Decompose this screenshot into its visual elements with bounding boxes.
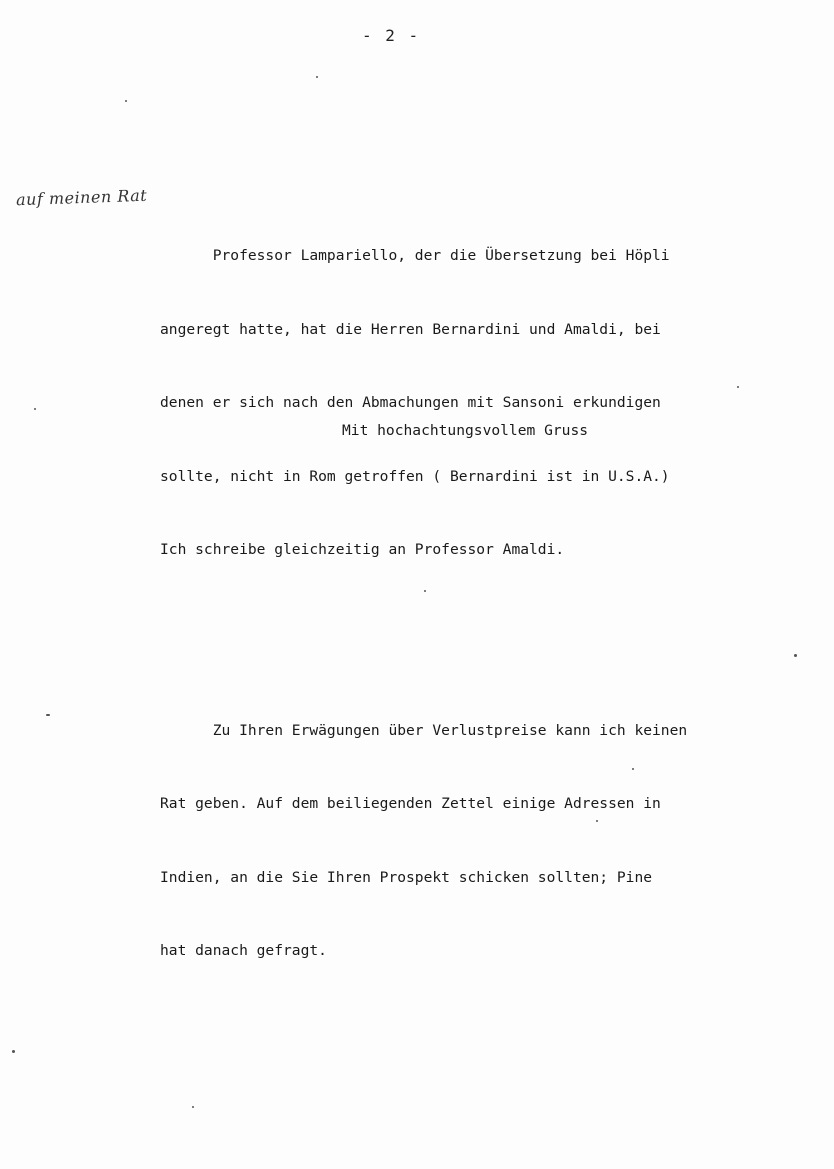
text-line: angeregt hatte, hat die Herren Bernardini und Amaldi, bei: [160, 320, 661, 338]
paragraph-1: [160, 195, 760, 612]
text-line: Rat geben. Auf dem beiliegenden Zettel einige Adressen in: [160, 795, 661, 812]
text-line: sollte, nicht in Rom getroffen ( Bernardini ist in U.S.A.): [160, 467, 670, 485]
letter-body: [160, 146, 760, 1062]
scan-speck: [316, 76, 318, 78]
scan-speck: [737, 386, 739, 388]
text-line: Indien, an die Sie Ihren Prospekt schicken sollten; Pine: [160, 868, 653, 886]
scan-speck: [632, 768, 634, 770]
scan-speck: [192, 1106, 194, 1108]
scan-speck: [125, 100, 127, 102]
scan-speck: [34, 408, 36, 410]
handwritten-margin-note: auf meinen Rat: [15, 185, 148, 210]
text-line: Ich schreibe gleichzeitig an Professor Amaldi.: [160, 541, 565, 558]
scan-speck: [424, 590, 426, 592]
scan-speck: [596, 820, 598, 822]
text-line: denen er sich nach den Abmachungen mit Sansoni erkundigen: [160, 394, 661, 411]
text-line: hat danach gefragt.: [160, 942, 327, 959]
page-number: - 2 -: [362, 26, 421, 45]
scan-speck: [46, 714, 50, 716]
scan-speck: [794, 654, 797, 657]
closing-salutation: Mit hochachtungsvollem Gruss: [342, 422, 589, 439]
paragraph-2: [160, 670, 760, 1013]
text-line: Zu Ihren Erwägungen über Verlustpreise kann ich keinen: [160, 721, 688, 739]
scan-speck: [12, 1050, 15, 1053]
text-line: Professor Lampariello, der die Übersetzung bei Höpli: [160, 247, 670, 264]
